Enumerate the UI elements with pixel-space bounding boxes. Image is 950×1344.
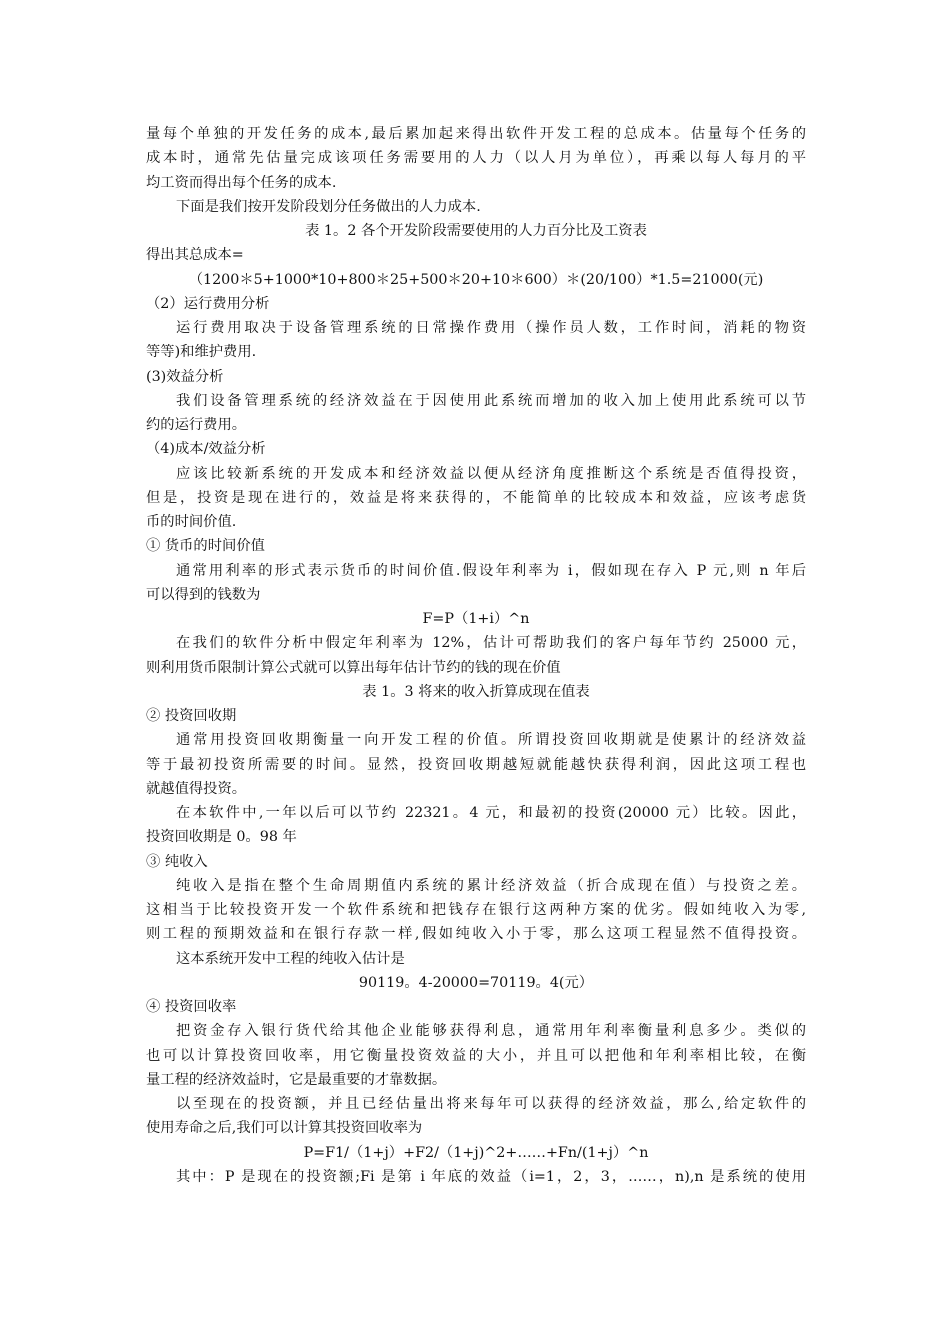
text-line: 量工程的经济效益时，它是最重要的才靠数据。 xyxy=(146,1071,447,1088)
text-line: ④ 投资回收率 xyxy=(146,999,237,1015)
text-line: 这相当于比较投资开发一个软件系统和把钱存在银行这两种方案的优劣。假如纯收入为零, xyxy=(146,902,806,918)
text-line: 得出其总成本= xyxy=(146,247,244,264)
text-line: 运行费用取决于设备管理系统的日常操作费用（操作员人数，工作时间，消耗的物资 xyxy=(176,320,806,336)
text-line: 我们设备管理系统的经济效益在于因使用此系统而增加的收入加上使用此系统可以节 xyxy=(176,392,806,409)
text-line: 但是，投资是现在进行的，效益是将来获得的，不能简单的比较成本和效益，应该考虑货 xyxy=(146,489,806,506)
text-line: ③ 纯收入 xyxy=(146,853,208,870)
text-line: 下面是我们按开发阶段划分任务做出的人力成本. xyxy=(176,198,481,215)
document-body xyxy=(146,122,806,1189)
text-line: 也可以计算投资回收率，用它衡量投资效益的大小，并且可以把他和年利率相比较，在衡 xyxy=(146,1047,806,1064)
text-line: 等等)和维护费用. xyxy=(146,344,257,361)
text-line: 表 1。2 各个开发阶段需要使用的人力百分比及工资表 xyxy=(305,223,647,239)
text-line: 通常用利率的形式表示货币的时间价值.假设年利率为 i，假如现在存入 P 元,则 n 年后 xyxy=(176,562,806,579)
text-line: 以至现在的投资额，并且已经估量出将来每年可以获得的经济效益，那么,给定软件的 xyxy=(176,1096,806,1112)
text-line: 这本系统开发中工程的纯收入估计是 xyxy=(176,950,405,967)
text-line: 则利用货币限制计算公式就可以算出每年估计节约的钱的现在价值 xyxy=(146,659,561,676)
text-line: 均工资而得出每个任务的成本. xyxy=(146,174,337,191)
text-line: 量每个单独的开发任务的成本,最后累加起来得出软件开发工程的总成本。估量每个任务的 xyxy=(146,126,806,142)
text-line: ① 货币的时间价值 xyxy=(146,538,265,555)
text-line: (3)效益分析 xyxy=(146,368,224,385)
text-line: F=P（1+i）^n xyxy=(422,611,530,627)
text-line: 应该比较新系统的开发成本和经济效益以便从经济角度推断这个系统是否值得投资， xyxy=(176,465,806,482)
text-line: 其中：P 是现在的投资额;Fi 是第 i 年底的效益（i=1，2，3，……，n),n 是系统的使用 xyxy=(176,1168,806,1185)
text-line: 使用寿命之后,我们可以计算其投资回收率为 xyxy=(146,1120,423,1137)
text-line: 等于最初投资所需要的时间。显然，投资回收期越短就能越快获得利润，因此这项工程也 xyxy=(146,756,806,773)
text-line: 通常用投资回收期衡量一向开发工程的价值。所谓投资回收期就是使累计的经济效益 xyxy=(176,732,806,749)
text-line: 投资回收期是 0。98 年 xyxy=(146,829,297,846)
text-line: 就越值得投资。 xyxy=(146,780,247,797)
text-line: （1200＊5+1000*10+800＊25+500＊20+10＊600）＊(20/100）*1.5=21000(元) xyxy=(188,271,764,288)
text-line: 币的时间价值. xyxy=(146,514,237,530)
text-line: 约的运行费用。 xyxy=(146,417,247,433)
text-line: ② 投资回收期 xyxy=(146,708,237,724)
text-line: 在本软件中,一年以后可以节约 22321。4 元，和最初的投资(20000 元）比较。因此， xyxy=(176,805,806,821)
text-line: 表 1。3 将来的收入折算成现在值表 xyxy=(362,683,590,700)
text-line: P=F1/（1+j）+F2/（1+j)^2+……+Fn/(1+j）^n xyxy=(303,1144,649,1161)
text-line: 把资金存入银行货代给其他企业能够获得利息，通常用年利率衡量利息多少。类似的 xyxy=(176,1023,806,1040)
text-line: （2）运行费用分析 xyxy=(146,295,270,312)
text-line: 90119。4-20000=70119。4(元） xyxy=(358,974,594,991)
text-line: 纯收入是指在整个生命周期值内系统的累计经济效益（折合成现在值）与投资之差。 xyxy=(176,877,806,894)
text-line: 则工程的预期效益和在银行存款一样,假如纯收入小于零，那么这项工程显然不值得投资。 xyxy=(146,926,806,943)
text-line: 可以得到的钱数为 xyxy=(146,586,261,603)
text-line: （4)成本/效益分析 xyxy=(146,441,266,458)
text-line: 在我们的软件分析中假定年利率为 12%，估计可帮助我们的客户每年节约 25000 元， xyxy=(176,635,806,652)
text-line: 成本时，通常先估量完成该项任务需要用的人力（以人月为单位），再乘以每人每月的平 xyxy=(146,150,806,167)
